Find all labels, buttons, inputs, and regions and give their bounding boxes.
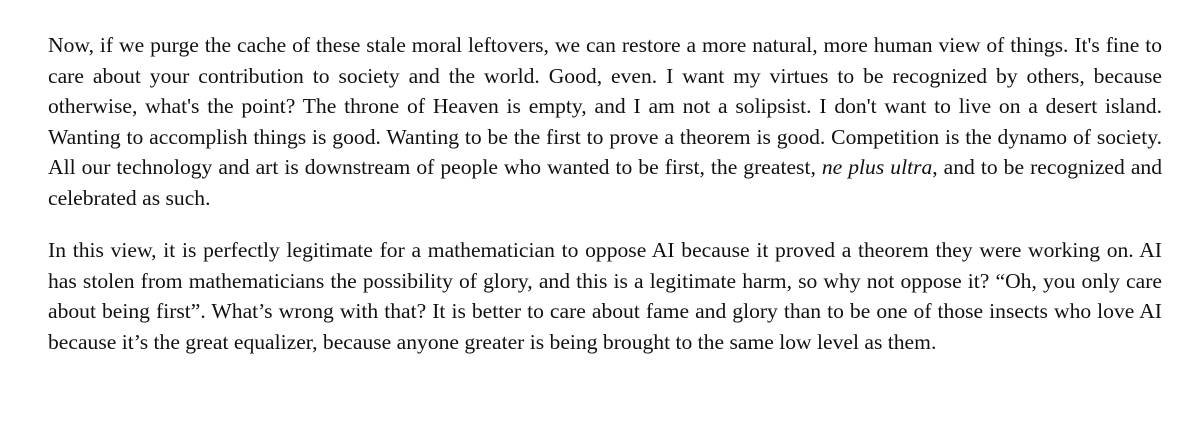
paragraph-1-text-before: Now, if we purge the cache of these stale moral leftovers, we can restore a more natural, more human view of things. It's fine to care about your contribution to society and the world. Good, even. I want my virtues to be recognized by others, because otherwise, what's the point? The throne of Heaven is empty, and I am not a solipsist. I don't want to live on a desert island. Wanting to accomplish things is good. Wanting to be the first to prove a theorem is good. Competition is the dynamo of society. All our technology and art is downstream of people who wanted to be first, the greatest,: [48, 33, 1162, 179]
paragraph-1-text-after: , and to be recognized and celebrated as such.: [48, 155, 1162, 210]
paragraph-1: [48, 30, 1162, 213]
paragraph-2: In this view, it is perfectly legitimate for a mathematician to oppose AI because it proved a theorem they were working on. AI has stolen from mathematicians the possibility of glory, and this is a legitimate harm, so why not oppose it? “Oh, you only care about being first”. What’s wrong with that? It is better to care about fame and glory than to be one of those insects who love AI because it’s the great equalizer, because anyone greater is being brought to the same low level as them.: [48, 238, 1162, 354]
article-body: [48, 30, 1162, 357]
paragraph-1-emphasis: ne plus ultra: [821, 155, 933, 179]
